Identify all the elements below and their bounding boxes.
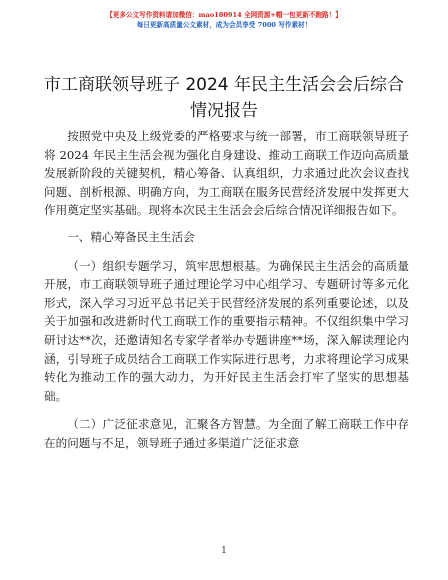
document-body bbox=[44, 127, 409, 453]
promo-banner-line-1: 【更多公文写作资料请加微信：mao180914 全网资源+帽一包更新不跑路！】 bbox=[106, 11, 342, 19]
promo-banner-line-2: 每日更新高质量公文素材，成为会员享受 7000 写作素材！ bbox=[136, 21, 312, 29]
page-number: 1 bbox=[221, 546, 227, 556]
body-paragraph: （二）广泛征求意见，汇聚各方智慧。为全面了解工商联工作中存在的问题与不足，领导班子通过多渠道广泛征求意 bbox=[44, 417, 409, 450]
body-paragraph: （一）组织专题学习，筑牢思想根基。为确保民主生活会的高质量开展，市工商联领导班子通过理论学习中心组学习、专题研讨等多元化形式，深入学习习近平总书记关于民营经济发展的系列重要论述，以及关于加强和改进新时代工商联工作的重要指示精神。不仅组织集中学习研讨达**次，还邀请知名专家学者举办专题讲座**场，深入解读理论内涵，引导班子成员结合工商联工作实际进行思考，力求将理论学习成果转化为推动工作的强大动力，为开好民主生活会打牢了坚实的思想基础。 bbox=[44, 258, 409, 403]
section-heading: 一、精心筹备民主生活会 bbox=[67, 229, 195, 244]
document-title: 市工商联领导班子 2024 年民主生活会会后综合情况报告 bbox=[43, 75, 405, 121]
intro-paragraph: 按照党中央及上级党委的严格要求与统一部署，市工商联领导班子将 2024 年民主生活会视为强化自身建设、推动工商联工作迈向高质量发展新阶段的关键契机，精心筹备、认真组织，力求通过此次会议查找问题、剖析根源、明确方向，为工商联在服务民营经济发展中发挥更大作用奠定坚实基础。现将本次民主生活会会后综合情况详细报告如下。 bbox=[44, 129, 409, 218]
